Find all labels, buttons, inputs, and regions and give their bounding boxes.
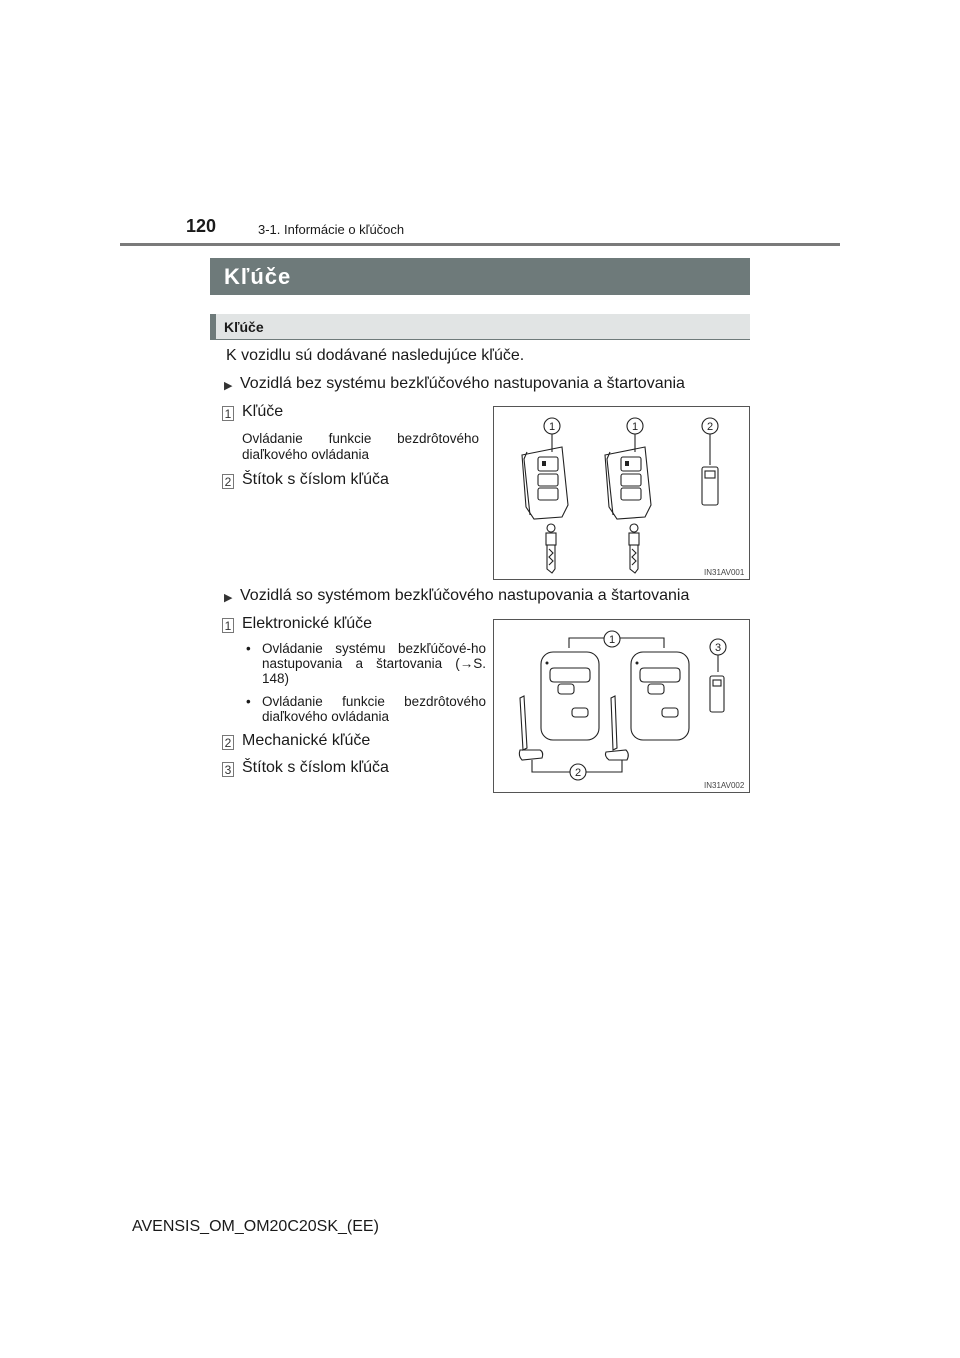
item-label: Štítok s číslom kľúča xyxy=(242,759,389,776)
page-title: Kľúče xyxy=(224,264,292,289)
intro-text: K vozidlu sú dodávané nasledujúce kľúče. xyxy=(226,347,525,364)
subheading-bar xyxy=(210,314,750,340)
section2-bullet xyxy=(224,587,744,607)
sub-bullet xyxy=(246,694,486,724)
item-number: 3 xyxy=(222,762,234,777)
callout-label: 2 xyxy=(574,767,582,779)
callout-label: 1 xyxy=(631,421,639,433)
callout-label: 1 xyxy=(608,634,616,646)
item-number: 1 xyxy=(222,618,234,633)
triangle-bullet-icon: ▶ xyxy=(224,380,233,392)
page-number: 120 xyxy=(186,216,217,236)
figure-code: IN31AV002 xyxy=(704,781,745,790)
figure-code: IN31AV001 xyxy=(704,568,745,577)
item-label: Mechanické kľúče xyxy=(242,732,371,749)
sub-bullet-text: Ovládanie funkcie bezdrôtového diaľkového ovládania xyxy=(262,694,486,724)
section1-bullet-text: Vozidlá bez systému bezkľúčového nastupovania a štartovania xyxy=(240,375,685,392)
subheading-marker xyxy=(210,314,216,340)
header-rule xyxy=(120,243,840,246)
keys-illustration xyxy=(494,407,749,579)
sub-bullet xyxy=(246,641,486,687)
footer-doc-code: AVENSIS_OM_OM20C20SK_(EE) xyxy=(132,1218,379,1235)
subheading: Kľúče xyxy=(224,319,264,335)
smart-keys-illustration xyxy=(494,620,749,792)
callout-label: 2 xyxy=(706,421,714,433)
section1-bullet xyxy=(224,375,744,395)
item-number: 2 xyxy=(222,735,234,750)
section-title: 3-1. Informácie o kľúčoch xyxy=(258,222,405,237)
triangle-bullet-icon: ▶ xyxy=(224,592,233,604)
item-number: 2 xyxy=(222,474,234,489)
sub-bullet-text: Ovládanie systému bezkľúčové-ho nastupovania a štartovania (→S. 148) xyxy=(262,641,486,686)
bullet-dot-icon: • xyxy=(246,641,251,656)
figure-keys-with-smart-entry xyxy=(493,619,750,793)
item-label: Štítok s číslom kľúča xyxy=(242,471,389,488)
bullet-dot-icon: • xyxy=(246,694,251,709)
callout-label: 1 xyxy=(548,421,556,433)
title-bar xyxy=(210,258,750,295)
item-number: 1 xyxy=(222,406,234,421)
figure-keys-without-smart-entry xyxy=(493,406,750,580)
section2-bullet-text: Vozidlá so systémom bezkľúčového nastupovania a štartovania xyxy=(240,587,690,604)
item-label: Kľúče xyxy=(242,403,284,420)
item-description: Ovládanie funkcie bezdrôtového diaľkového ovládania xyxy=(242,431,479,462)
callout-label: 3 xyxy=(714,642,722,654)
item-label: Elektronické kľúče xyxy=(242,615,373,632)
